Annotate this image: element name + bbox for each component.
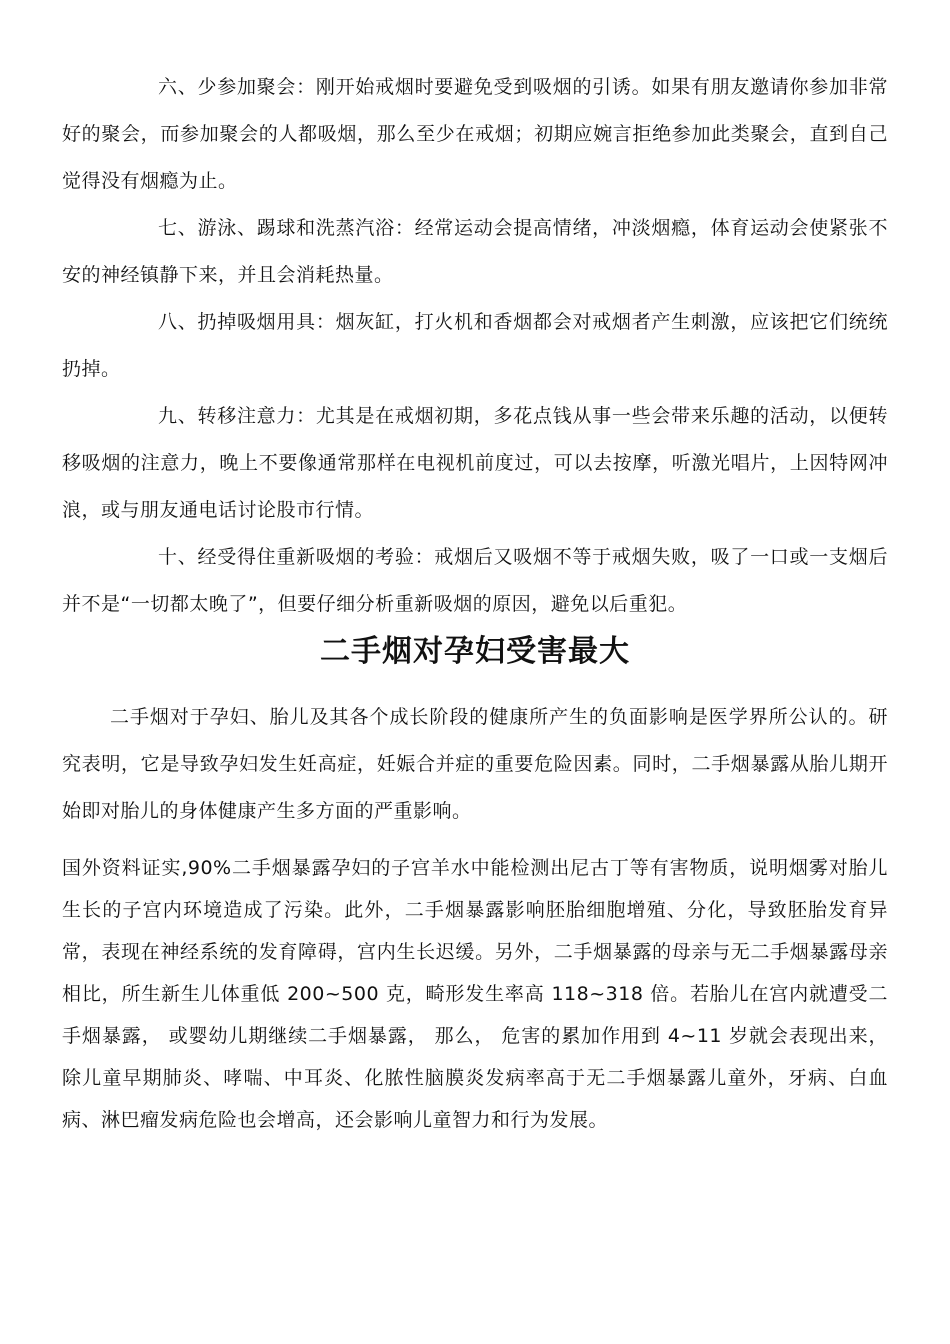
article-body-paragraph: 国外资料证实,90%二手烟暴露孕妇的子宫羊水中能检测出尼古丁等有害物质，说明烟雾对胎儿生长的子宫内环境造成了污染。此外，二手烟暴露影响胚胎细胞增殖、分化，导致胚胎发育异常，表现在神经系统的发育障碍，宫内生长迟缓。另外，二手烟暴露的母亲与无二手烟暴露母亲相比，所生新生儿体重低 200~500 克，畸形发生率高 118~318 倍。若胎儿在宫内就遭受二手烟暴露， 或婴幼儿期继续二手烟暴露， 那么， 危害的累加作用到 4~11 岁就会表现出来，除儿童早期肺炎、哮喘、中耳炎、化脓性脑膜炎发病率高于无二手烟暴露儿童外，牙病、白血病、淋巴瘤发病危险也会增高，还会影响儿童智力和行为发展。 bbox=[62, 857, 888, 1131]
tip-paragraph-7: 七、游泳、踢球和洗蒸汽浴：经常运动会提高情绪，冲淡烟瘾，体育运动会使紧张不安的神经镇静下来，并且会消耗热量。 bbox=[62, 217, 888, 286]
tip-paragraph-8: 八、扔掉吸烟用具：烟灰缸，打火机和香烟都会对戒烟者产生刺激，应该把它们统统扔掉。 bbox=[62, 311, 888, 380]
tip-paragraph-9: 九、转移注意力：尤其是在戒烟初期，多花点钱从事一些会带来乐趣的活动，以便转移吸烟的注意力，晚上不要像通常那样在电视机前度过，可以去按摩，听激光唱片，上因特网冲浪，或与朋友通电话讨论股市行情。 bbox=[62, 405, 888, 521]
document-page bbox=[62, 64, 888, 1141]
tip-paragraph-6: 六、少参加聚会：刚开始戒烟时要避免受到吸烟的引诱。如果有朋友邀请你参加非常好的聚会，而参加聚会的人都吸烟，那么至少在戒烟；初期应婉言拒绝参加此类聚会，直到自己觉得没有烟瘾为止。 bbox=[62, 76, 888, 192]
article-intro-paragraph: 二手烟对于孕妇、胎儿及其各个成长阶段的健康所产生的负面影响是医学界所公认的。研究表明，它是导致孕妇发生妊高症，妊娠合并症的重要危险因素。同时，二手烟暴露从胎儿期开始即对胎儿的身体健康产生多方面的严重影响。 bbox=[62, 706, 888, 822]
tip-paragraph-10: 十、经受得住重新吸烟的考验：戒烟后又吸烟不等于戒烟失败，吸了一口或一支烟后并不是“一切都太晚了”，但要仔细分析重新吸烟的原因，避免以后重犯。 bbox=[62, 546, 888, 615]
article-title: 二手烟对孕妇受害最大 bbox=[320, 634, 630, 669]
paragraph-spacer bbox=[62, 835, 888, 847]
